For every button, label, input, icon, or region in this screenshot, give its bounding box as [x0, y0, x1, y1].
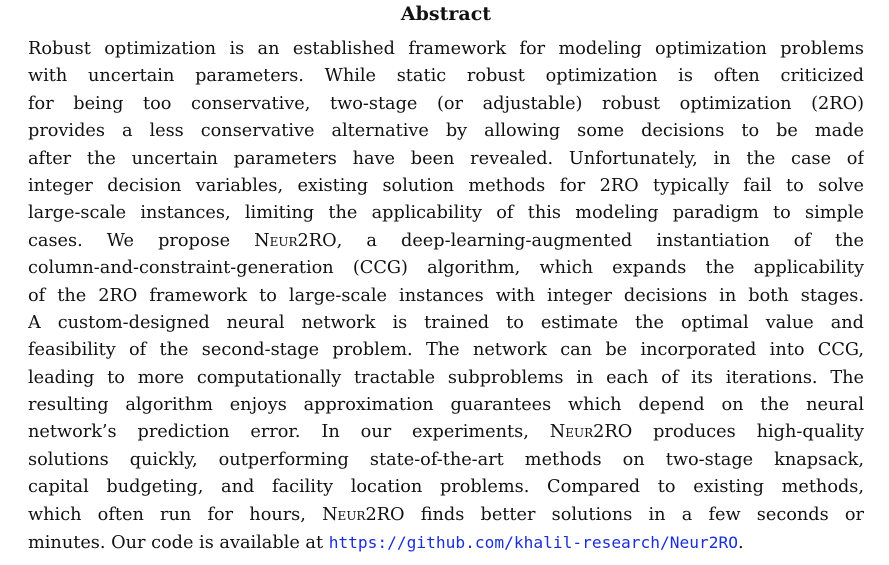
line-text: .	[738, 533, 744, 554]
abstract-body	[28, 36, 864, 556]
abstract-heading: Abstract	[400, 3, 492, 25]
abstract-line: solutions quickly, outperforming state-of-the-art methods on two-stage knapsack,	[28, 449, 864, 470]
abstract-line: for being too conservative, two-stage (or adjustable) robust optimization (2RO)	[28, 93, 864, 114]
line-text: minutes. Our code is available at	[28, 533, 329, 554]
abstract-line: leading to more computationally tractable subproblems in each of its iterations. The	[28, 367, 864, 388]
abstract-line	[28, 228, 864, 255]
line-text: finds better solutions in a few seconds or	[404, 504, 864, 525]
abstract-line: A custom-designed neural network is trained to estimate the optimal value and	[28, 312, 864, 333]
code-repository-link[interactable]: https://github.com/khalil-research/Neur2RO	[328, 533, 739, 553]
line-text: cases. We propose	[28, 230, 255, 251]
abstract-line: of the 2RO framework to large-scale instances with integer decisions in both stages.	[28, 285, 864, 306]
abstract-line: Robust optimization is an established framework for modeling optimization problems	[28, 39, 864, 59]
abstract-line: feasibility of the second-stage problem. The network can be incorporated into CCG,	[28, 340, 864, 361]
line-text: which often run for hours,	[28, 504, 323, 525]
abstract-line	[28, 419, 864, 446]
method-name: Neur2RO	[549, 422, 633, 443]
line-text: , a deep-learning-augmented instantiation of the	[336, 230, 864, 251]
abstract-line: large-scale instances, limiting the applicability of this modeling paradigm to simple	[28, 203, 864, 224]
line-text: network’s prediction error. In our experiments,	[28, 422, 550, 443]
abstract-line: integer decision variables, existing solution methods for 2RO typically fail to solve	[28, 175, 864, 196]
method-name: Neur2RO	[254, 230, 337, 251]
abstract-line: with uncertain parameters. While static robust optimization is often criticized	[28, 66, 864, 87]
abstract-line: capital budgeting, and facility location problems. Compared to existing methods,	[28, 477, 864, 498]
abstract-line	[28, 529, 864, 556]
abstract-line: column-and-constraint-generation (CCG) algorithm, which expands the applicability	[28, 258, 864, 279]
abstract-line: resulting algorithm enjoys approximation guarantees which depend on the neural	[28, 395, 864, 416]
abstract-line: after the uncertain parameters have been revealed. Unfortunately, in the case of	[28, 148, 864, 169]
line-text: produces high-quality	[632, 422, 864, 443]
abstract-section	[28, 0, 864, 556]
method-name: Neur2RO	[322, 504, 405, 525]
abstract-line: provides a less conservative alternative by allowing some decisions to be made	[28, 121, 864, 142]
abstract-line	[28, 502, 864, 529]
